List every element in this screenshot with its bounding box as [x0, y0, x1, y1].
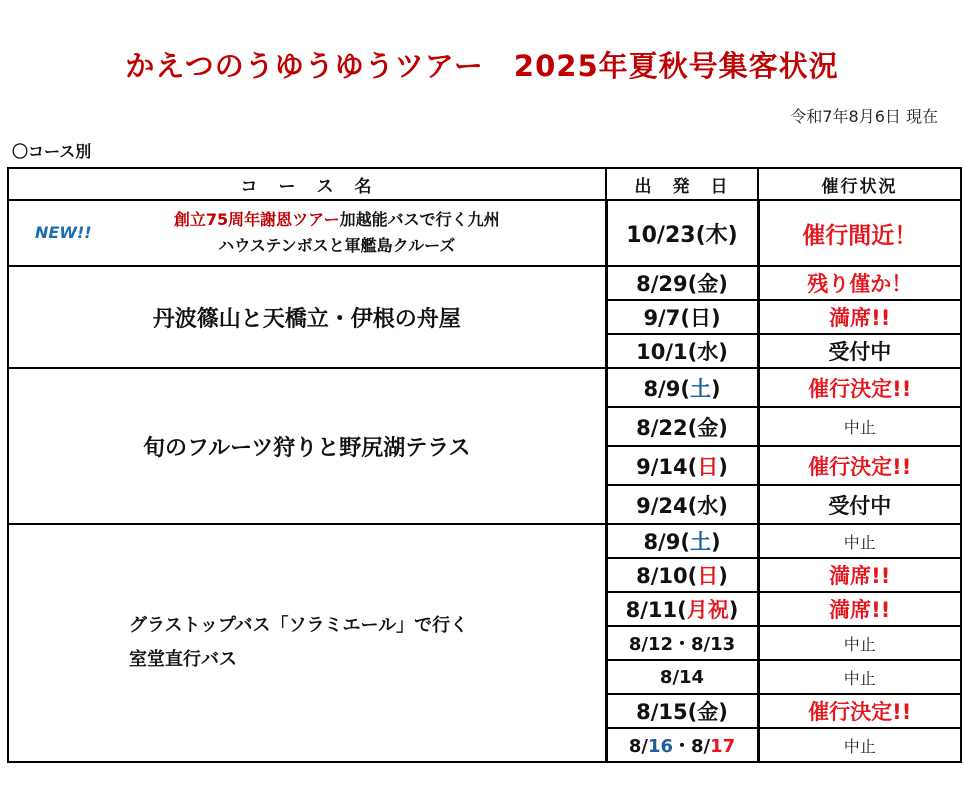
header-status: 催行状況 — [758, 168, 961, 200]
status-cell: 中止 — [758, 626, 961, 660]
departure-date: 8/29(金) — [606, 266, 758, 300]
course-name-part: 加越能バスで行く九州 — [339, 210, 500, 229]
status-cell: 中止 — [758, 660, 961, 694]
departure-date: 9/14(日) — [606, 446, 758, 485]
status-cell: 満席!! — [758, 558, 961, 592]
table-row — [8, 200, 961, 266]
status-cell: 中止 — [758, 728, 961, 762]
status-cell: 催行決定!! — [758, 694, 961, 728]
departure-date: 8/16・8/17 — [606, 728, 758, 762]
header-course: コ ー ス 名 — [8, 168, 606, 200]
status-cell: 催行間近！ — [758, 200, 961, 266]
departure-date: 8/15(金) — [606, 694, 758, 728]
departure-date: 9/7(日) — [606, 300, 758, 334]
page-title: かえつのうゆうゆうツアー 2025年夏秋号集客状況 — [125, 49, 839, 83]
course-name-tanba: 丹波篠山と天橋立・伊根の舟屋 — [8, 266, 606, 368]
status-cell: 満席!! — [758, 592, 961, 626]
departure-date: 8/9(土) — [606, 368, 758, 407]
status-cell: 残り僅か！ — [758, 266, 961, 300]
status-cell: 催行決定!! — [758, 446, 961, 485]
departure-date: 9/24(水) — [606, 485, 758, 524]
status-cell: 満席!! — [758, 300, 961, 334]
new-badge: NEW!! — [35, 223, 92, 242]
table-header-row — [8, 168, 961, 200]
table-row — [8, 266, 961, 300]
departure-date: 8/22(金) — [606, 407, 758, 446]
departure-date: 8/10(日) — [606, 558, 758, 592]
course-status-table — [7, 167, 962, 763]
status-cell: 中止 — [758, 407, 961, 446]
status-cell: 受付中 — [758, 334, 961, 368]
departure-date: 10/1(水) — [606, 334, 758, 368]
departure-date: 8/12・8/13 — [606, 626, 758, 660]
section-label: 〇コース別 — [12, 142, 92, 161]
table-row — [8, 524, 961, 558]
status-cell: 中止 — [758, 524, 961, 558]
as-of-date: 令和7年8月6日 現在 — [790, 107, 938, 126]
departure-date: 8/11(月祝) — [606, 592, 758, 626]
header-date: 出 発 日 — [606, 168, 758, 200]
status-cell: 受付中 — [758, 485, 961, 524]
departure-date: 8/9(土) — [606, 524, 758, 558]
course-name-fruit: 旬のフルーツ狩りと野尻湖テラス — [8, 368, 606, 524]
course-name-kyushu — [8, 200, 606, 266]
departure-date: 8/14 — [606, 660, 758, 694]
table-row — [8, 368, 961, 407]
course-name-line2: ハウステンボスと軍艦島クルーズ — [218, 236, 456, 255]
course-name-glasstop: グラストップバス「ソラミエール」で行く 室堂直行バス — [8, 524, 606, 762]
anniversary-label: 創立75周年謝恩ツアー — [173, 210, 340, 229]
status-cell: 催行決定!! — [758, 368, 961, 407]
departure-date: 10/23(木) — [606, 200, 758, 266]
